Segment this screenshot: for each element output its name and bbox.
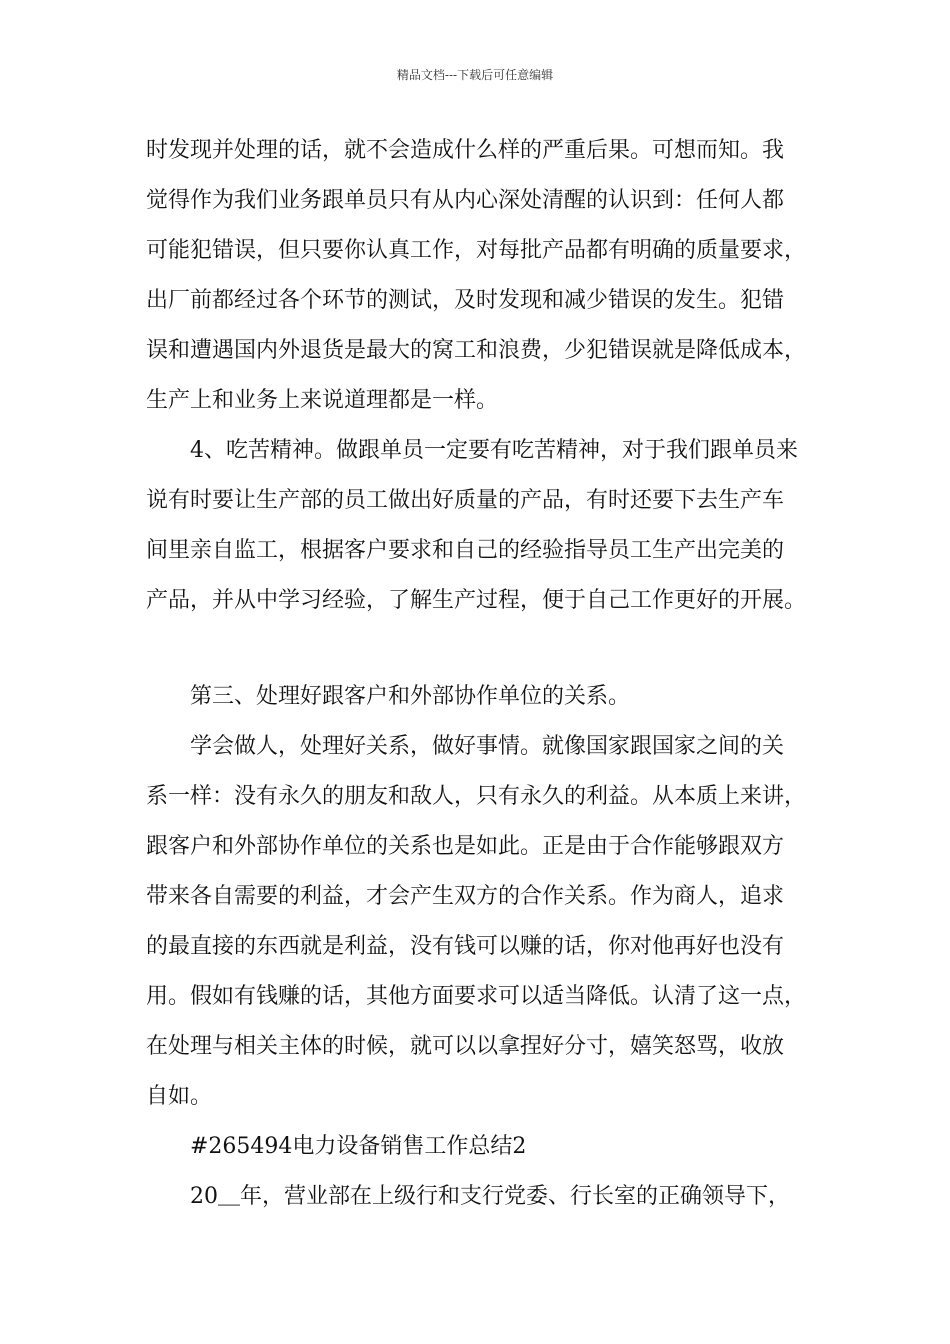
text-line: 觉得作为我们业务跟单员只有从内心深处清醒的认识到：任何人都 (146, 188, 785, 213)
text-line: 说有时要让生产部的员工做出好质量的产品，有时还要下去生产车 (146, 488, 785, 513)
paragraph-business-dept (146, 1177, 826, 1227)
text-line: 4、吃苦精神。做跟单员一定要有吃苦精神，对于我们跟单员来 (190, 438, 798, 463)
text-line: 时发现并处理的话，就不会造成什么样的严重后果。可想而知。我 (146, 138, 785, 163)
paragraph-error-prevention (146, 131, 826, 431)
text-line: 产品，并从中学习经验，了解生产过程，便于自己工作更好的开展。 (146, 588, 807, 613)
text-line: 可能犯错误，但只要你认真工作，对每批产品都有明确的质量要求， (146, 238, 807, 263)
document-body (146, 131, 826, 1227)
paragraph-relationships (146, 727, 826, 1127)
text-line: 在处理与相关主体的时候，就可以以拿捏好分寸，嬉笑怒骂，收放 (146, 1034, 785, 1059)
text-line: 系一样：没有永久的朋友和敌人，只有永久的利益。从本质上来讲， (146, 784, 807, 809)
text-line: 的最直接的东西就是利益，没有钱可以赚的话，你对他再好也没有 (146, 934, 785, 959)
text-line: 出厂前都经过各个环节的测试，及时发现和减少错误的发生。犯错 (146, 288, 785, 313)
page-header: 精品文档---下载后可任意编辑 (396, 68, 554, 82)
text-line: 学会做人，处理好关系，做好事情。就像国家跟国家之间的关 (190, 734, 785, 759)
text-line: 20＿年，营业部在上级行和支行党委、行长室的正确领导下， (190, 1184, 790, 1209)
text-line: 带来各自需要的利益，才会产生双方的合作关系。作为商人，追求 (146, 884, 785, 909)
paragraph-spacer (146, 631, 826, 677)
text-line: 跟客户和外部协作单位的关系也是如此。正是由于合作能够跟双方 (146, 834, 785, 859)
text-line: 用。假如有钱赚的话，其他方面要求可以适当降低。认清了这一点， (146, 984, 807, 1009)
document-title-2: #265494电力设备销售工作总结2 (190, 1134, 527, 1159)
text-line: 间里亲自监工，根据客户要求和自己的经验指导员工生产出完美的 (146, 538, 785, 563)
text-line: 生产上和业务上来说道理都是一样。 (146, 388, 499, 413)
paragraph-hardworking-spirit (146, 431, 826, 631)
section-heading-third: 第三、处理好跟客户和外部协作单位的关系。 (190, 684, 631, 709)
text-line: 自如。 (146, 1084, 213, 1109)
text-line: 误和遭遇国内外退货是最大的窝工和浪费，少犯错误就是降低成本， (146, 338, 807, 363)
